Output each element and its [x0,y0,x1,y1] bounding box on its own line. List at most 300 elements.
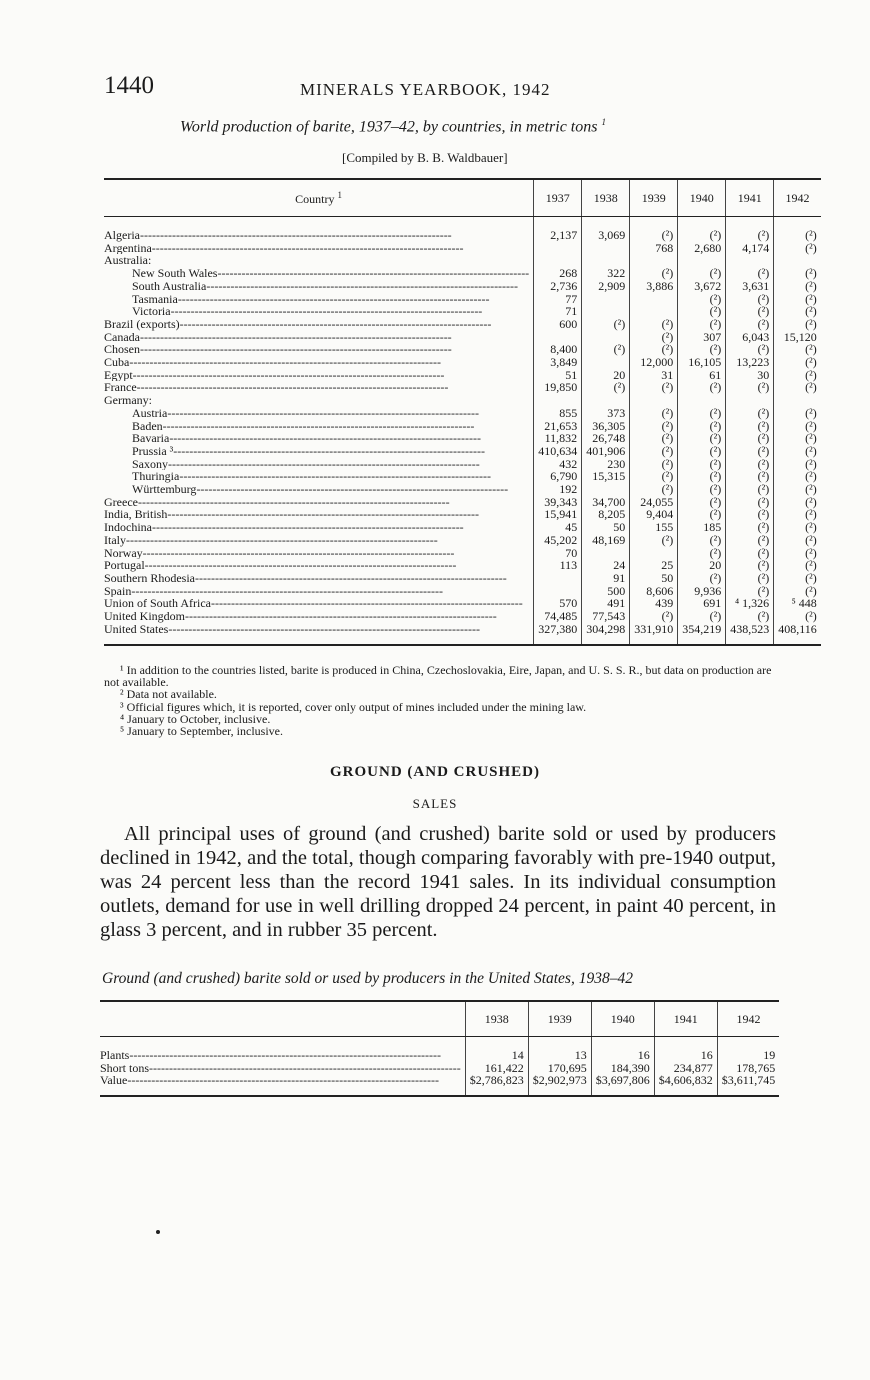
row-label-text: France [104,381,137,395]
table-row [100,1074,779,1096]
table-cell: 50 [582,521,630,534]
row-label [100,1037,465,1062]
table-cell: (²) [582,318,630,331]
table-cell: 113 [534,559,582,572]
table-cell: 3,672 [678,280,726,293]
table-cell: 691 [678,597,726,610]
row-label-text: Victoria [132,305,171,318]
table-cell: (²) [774,445,821,458]
dot-leader [127,1074,439,1087]
country-header-note: 1 [337,189,343,200]
table-cell: $3,611,745 [717,1074,779,1096]
table-cell: 21,653 [534,420,582,433]
table-cell: 20 [678,559,726,572]
table2-body [100,1037,779,1096]
table-cell: 401,906 [582,445,630,458]
table-row [104,572,821,585]
table-cell: 170,695 [528,1062,591,1075]
table-cell: (²) [726,572,774,585]
table1-compiled: [Compiled by B. B. Waldbauer] [342,150,508,165]
table-cell: (²) [630,331,678,344]
table-row [104,394,821,407]
table-cell: (²) [774,534,821,547]
country-header-label: Country [295,191,335,206]
table-cell: 13,223 [726,356,774,369]
table-cell: 9,936 [678,585,726,598]
table-cell: $2,786,823 [465,1074,528,1096]
table-cell: 192 [534,483,582,496]
table-cell: (²) [678,547,726,560]
dot-leader [167,508,479,521]
row-label-text: Brazil (exports) [104,317,180,331]
table-cell: (²) [630,343,678,356]
year-header: 1939 [630,179,678,217]
table-cell: 327,380 [534,623,582,645]
table-cell: 410,634 [534,445,582,458]
row-label [104,521,534,534]
table1-title [180,117,606,136]
table-cell: 15,941 [534,508,582,521]
table1-title-text: World production of barite, 1937–42, by countries, in metric tons [180,118,598,136]
table-cell: (²) [726,318,774,331]
table-cell: 438,523 [726,623,774,645]
dot-leader [140,228,452,242]
table-cell: 20 [582,369,630,382]
table1-body [104,217,821,645]
table-cell: 61 [678,369,726,382]
row-label [104,470,534,483]
row-label-text: Union of South Africa [104,597,211,611]
row-label [104,432,534,445]
dot-leader [217,267,529,280]
table-cell: (²) [726,343,774,356]
table-row [100,1037,779,1062]
dot-leader [163,420,475,433]
table-row [104,407,821,420]
dot-leader [195,572,507,585]
table-cell: (²) [774,521,821,534]
table-cell: 439 [630,597,678,610]
row-label [104,508,534,521]
table-cell: 3,069 [582,217,630,242]
table-cell: 570 [534,597,582,610]
table-cell: 24 [582,559,630,572]
row-label-text: New South Wales [132,267,218,280]
running-title: MINERALS YEARBOOK, 1942 [300,80,551,99]
table-cell: 178,765 [717,1062,779,1075]
row-label-text: Southern Rhodesia [104,571,195,585]
table-cell: 50 [630,572,678,585]
table-cell: 77 [534,293,582,306]
country-header [104,179,534,217]
row-label [104,217,534,242]
row-label-text: Australia: [104,254,152,268]
table-cell: (²) [726,445,774,458]
table-cell: (²) [582,381,630,394]
table-cell: (²) [630,267,678,280]
table-row [104,242,821,255]
table-cell: (²) [774,585,821,598]
table-cell: (²) [678,458,726,471]
row-label-text: Portugal [104,559,145,572]
row-label [104,267,534,280]
dot-leader [206,280,518,293]
table-cell: (²) [726,470,774,483]
year-header: 1937 [534,179,582,217]
table-cell: (²) [582,343,630,356]
dot-leader [137,381,449,394]
row-label-text: Egypt [104,368,133,382]
dot-leader [185,610,497,623]
table-cell: (²) [774,217,821,242]
row-label-text: South Australia [132,279,207,293]
table-cell: (²) [726,508,774,521]
table-cell: (²) [774,547,821,560]
table-cell: $4,606,832 [654,1074,717,1096]
table-cell [678,394,726,407]
row-label [104,305,534,318]
table-cell: (²) [774,483,821,496]
table-cell: 3,631 [726,280,774,293]
table-cell: 3,886 [630,280,678,293]
table-cell [726,394,774,407]
table-cell: 19,850 [534,381,582,394]
dot-leader [126,534,438,547]
table-cell: (²) [678,420,726,433]
table-cell [534,242,582,255]
table-cell: 768 [630,242,678,255]
row-label-text: Italy [104,533,126,547]
table-cell: 12,000 [630,356,678,369]
table-cell: 8,606 [630,585,678,598]
ground-barite-table [100,1000,779,1097]
table-cell: 9,404 [630,508,678,521]
row-label-text: Thuringia [132,470,180,484]
table-cell: ⁴ 1,326 [726,597,774,610]
table-cell: (²) [678,381,726,394]
table-cell: (²) [774,508,821,521]
table-cell: 268 [534,267,582,280]
table-cell: 2,137 [534,217,582,242]
row-label-text: India, British [104,508,168,522]
row-label [104,331,534,344]
table-cell: 2,680 [678,242,726,255]
table-cell: (²) [726,547,774,560]
row-label [100,1062,465,1075]
footnote: ³ Official figures which, it is reported, cover only output of mines included under the mining law. [120,699,587,714]
stray-mark [156,1230,160,1234]
table-cell: 11,832 [534,432,582,445]
row-label-text: Algeria [104,228,140,242]
page-number: 1440 [104,72,154,99]
table-cell: (²) [774,318,821,331]
table-cell: (²) [774,407,821,420]
table-cell: 24,055 [630,496,678,509]
table-row [104,445,821,458]
table-cell: 2,736 [534,280,582,293]
table-cell: ⁵ 448 [774,597,821,610]
table-row [104,381,821,394]
table-cell: 91 [582,572,630,585]
table-cell: 34,700 [582,496,630,509]
row-label [104,585,534,598]
table-cell: 15,120 [774,331,821,344]
dot-leader [168,623,480,636]
row-label [104,356,534,369]
dot-leader [143,547,455,560]
table-cell: 161,422 [465,1062,528,1075]
table-cell: 74,485 [534,610,582,623]
row-label [104,445,534,458]
table-cell [582,356,630,369]
table-cell: (²) [774,458,821,471]
dot-leader [149,1062,461,1075]
table-cell: 373 [582,407,630,420]
table-cell [630,394,678,407]
table-cell: 19 [717,1037,779,1062]
table-row [104,483,821,496]
table-cell: (²) [630,445,678,458]
year-header: 1941 [726,179,774,217]
table-cell: (²) [678,572,726,585]
table-cell: 307 [678,331,726,344]
table-cell: 500 [582,585,630,598]
footnote: ⁴ January to October, inclusive. [120,711,271,726]
row-label [104,623,534,645]
table-cell: 45 [534,521,582,534]
table1-title-note: 1 [601,117,606,127]
row-label [104,496,534,509]
table-cell: 71 [534,305,582,318]
table-cell: (²) [774,343,821,356]
dot-leader [131,585,443,598]
table-row [104,267,821,280]
row-label-text: Baden [132,419,163,433]
table-cell: (²) [774,572,821,585]
row-label [104,394,534,407]
table-cell [582,242,630,255]
table-cell: (²) [774,496,821,509]
table-cell [774,394,821,407]
dot-leader [173,445,485,458]
table1-header-row [104,179,821,217]
table-cell: 45,202 [534,534,582,547]
table-cell: (²) [678,318,726,331]
table-cell: 432 [534,458,582,471]
row-label-text: Tasmania [132,292,178,306]
table-cell: 304,298 [582,623,630,645]
table-cell: (²) [630,318,678,331]
table-cell: 70 [534,547,582,560]
row-label [104,483,534,496]
table-cell: (²) [726,267,774,280]
table-row [104,534,821,547]
dot-leader [152,521,464,534]
row-label [104,547,534,560]
table-cell: (²) [726,521,774,534]
table-cell: 6,790 [534,470,582,483]
row-label [104,242,534,255]
table-cell: (²) [726,407,774,420]
table-cell: 600 [534,318,582,331]
table-cell: $3,697,806 [591,1074,654,1096]
table-cell: (²) [678,267,726,280]
table-cell: 13 [528,1037,591,1062]
table-cell: (²) [774,470,821,483]
table-cell: (²) [630,470,678,483]
row-label-text: Prussia ³ [132,444,174,458]
dot-leader [140,331,452,344]
row-label [104,343,534,356]
table-cell: 39,343 [534,496,582,509]
table-cell: 354,219 [678,623,726,645]
dot-leader [129,356,441,369]
table-cell: (²) [630,483,678,496]
table-cell: (²) [774,610,821,623]
table-cell: (²) [678,483,726,496]
dot-leader [196,483,508,496]
table-cell: (²) [630,407,678,420]
section-subheading: SALES [412,796,458,811]
table-cell: (²) [630,432,678,445]
row-label [100,1074,465,1096]
table-cell: 408,116 [774,623,821,645]
table-cell: 234,877 [654,1062,717,1075]
table-cell: (²) [726,458,774,471]
table2-header-row [100,1001,779,1037]
year-header: 1938 [582,179,630,217]
row-label-text: Argentina [104,241,152,255]
table-cell: 8,400 [534,343,582,356]
table-cell: 185 [678,521,726,534]
table-row [104,318,821,331]
row-label-text: Canada [104,330,140,344]
table-row [104,521,821,534]
table-cell: 322 [582,267,630,280]
table-cell: 25 [630,559,678,572]
row-label [104,572,534,585]
row-label [104,458,534,471]
table-cell: 30 [726,369,774,382]
row-label-text: Bavaria [132,432,170,445]
row-label-text: United States [104,622,169,636]
table-cell: (²) [774,267,821,280]
table-cell: (²) [630,217,678,242]
table2-title: Ground (and crushed) barite sold or used by producers in the United States, 1938–42 [102,970,633,987]
section-heading: GROUND (AND CRUSHED) [330,764,540,780]
table-cell: (²) [678,217,726,242]
table-cell: 31 [630,369,678,382]
row-label [104,280,534,293]
table-cell: (²) [678,508,726,521]
table-cell: 331,910 [630,623,678,645]
table-cell: (²) [678,293,726,306]
row-label-text: Spain [104,584,132,598]
row-label-text: Indochina [104,521,152,534]
table-cell: (²) [678,470,726,483]
row-label-text: Cuba [104,356,130,369]
table-cell [582,483,630,496]
year-header: 1939 [528,1001,591,1037]
table-cell: 14 [465,1037,528,1062]
table-row [104,217,821,242]
table-cell [534,394,582,407]
year-header: 1942 [717,1001,779,1037]
table-cell: 184,390 [591,1062,654,1075]
table-cell: (²) [726,559,774,572]
table-cell: (²) [726,432,774,445]
table-cell: 8,205 [582,508,630,521]
table-cell: 16 [654,1037,717,1062]
table-cell: (²) [630,381,678,394]
row-label-text: Chosen [104,343,140,357]
row-label [104,534,534,547]
footnote: ⁵ January to September, inclusive. [120,724,283,739]
dot-leader [145,559,457,572]
table-cell: (²) [726,305,774,318]
row-label-text: Norway [104,546,143,560]
year-header: 1940 [591,1001,654,1037]
table-cell: (²) [678,445,726,458]
table-cell: 4,174 [726,242,774,255]
table-cell: (²) [774,305,821,318]
table-cell: (²) [678,305,726,318]
dot-leader [129,1048,441,1062]
table-row [104,280,821,293]
table-cell: 77,543 [582,610,630,623]
dot-leader [138,496,450,509]
table-cell: (²) [678,432,726,445]
row-label-text: Greece [104,495,138,509]
table-cell: 36,305 [582,420,630,433]
row-label-text: United Kingdom [104,610,185,623]
table-row [104,623,821,645]
table-cell: (²) [678,407,726,420]
footnote: ² Data not available. [120,687,217,702]
table-cell: (²) [726,610,774,623]
table-cell: (²) [774,420,821,433]
row-label-text: Short tons [100,1061,150,1074]
row-label-text: Württemburg [132,483,197,496]
dot-leader [168,458,480,471]
table-cell: (²) [774,242,821,255]
row-label-text: Germany: [104,394,152,407]
year-header: 1938 [465,1001,528,1037]
table-cell [630,293,678,306]
row-label-text: Saxony [132,457,168,471]
dot-leader [180,318,492,331]
row-label [104,293,534,306]
dot-leader [171,305,483,318]
table-cell: (²) [630,420,678,433]
table-cell: (²) [774,293,821,306]
row-label [104,254,534,267]
dot-leader [133,369,445,382]
footnotes [104,664,784,737]
row-label [104,610,534,623]
row-label [104,407,534,420]
row-label [104,559,534,572]
table-cell: (²) [774,559,821,572]
row-label [104,420,534,433]
table-cell: 855 [534,407,582,420]
table-cell: 2,909 [582,280,630,293]
dot-leader [140,343,452,356]
dot-leader [167,407,479,420]
table-cell: (²) [726,420,774,433]
table-cell [534,572,582,585]
table-cell: (²) [774,432,821,445]
